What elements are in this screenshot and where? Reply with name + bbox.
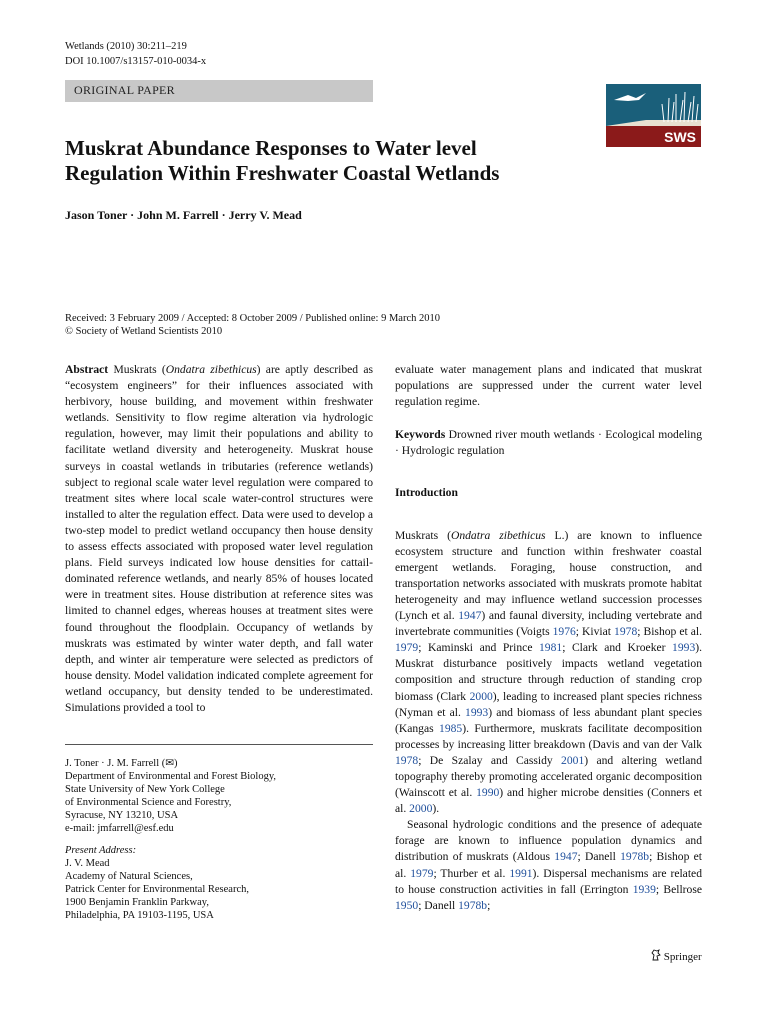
- citation-link[interactable]: 1991: [509, 866, 533, 880]
- abstract-text: ) are aptly described as “ecosystem engineers” for their influences associated with herbivory, house building, and movement within freshwater wetlands. Sensitivity to flow regime alteration via hydrologic regulation, however, may limit their populations and ability to facilitate wetland diversity and heterogeneity. Muskrat house surveys in coastal wetlands in tributaries (reference wetlands) subject to regional scale water level regulation were compared to treatment sites where local scale water-control structures were installed to alter the regulation effect. Data were used to develop a two-step model to predict wetland occupancy then house density to assess effects associated with proposed water level regulation plans. Field surveys indicated low house densities for cattail-dominated reference wetlands, and nearly 85% of houses located were in treatment sites. House distribution at reference sites was limited to channel edges, whereas houses at treatment sites were found throughout the floodplain. Occupancy of wetlands by muskrats was estimated by winter water depth, and fall water depth, and winter air temperature were selected as predictors of house density. Model validation indicated complete agreement for wetland occupancy, but density tended to be underestimated. Simulations provided a tool to: [65, 363, 374, 714]
- citation-link[interactable]: 1979: [395, 641, 419, 655]
- paragraph-text: ) and faunal diversity, including vertebrate and invertebrate communities (Voigts: [395, 609, 702, 639]
- doi-link[interactable]: DOI 10.1007/s13157-010-0034-x: [65, 56, 207, 67]
- affiliation-block: [65, 757, 373, 922]
- copyright-line: © Society of Wetland Scientists 2010: [65, 326, 223, 337]
- affiliation-line: of Environmental Science and Forestry,: [65, 797, 232, 808]
- citation-link[interactable]: 1993: [672, 641, 696, 655]
- affiliation-line: Department of Environmental and Forest Biology,: [65, 771, 277, 782]
- corresponding-authors: J. Toner · J. M. Farrell (✉): [65, 758, 178, 769]
- abstract-section: [65, 362, 373, 716]
- citation-link[interactable]: 1950: [395, 898, 419, 912]
- paragraph-text: ; Bishop et al.: [395, 850, 702, 880]
- citation-link[interactable]: 1939: [632, 882, 656, 896]
- paragraph-text: Muskrats (: [395, 528, 451, 542]
- introduction-paragraph-1: [395, 528, 702, 818]
- paragraph-text: ; Kaminski and Prince: [418, 641, 539, 655]
- sws-logo: [606, 84, 701, 147]
- citation-link[interactable]: 1947: [458, 609, 482, 623]
- citation-link[interactable]: 1947: [554, 850, 578, 864]
- author-list: Jason Toner · John M. Farrell · Jerry V. Mead: [65, 208, 302, 222]
- present-address-line: J. V. Mead: [65, 858, 110, 869]
- keywords-text: Drowned river mouth wetlands · Ecological modeling · Hydrologic regulation: [395, 428, 702, 458]
- paragraph-text: ), leading to increased plant species richness (Nyman et al.: [395, 689, 703, 719]
- right-column: [395, 362, 702, 914]
- paragraph-text: ; Clark and Kroeker: [562, 641, 673, 655]
- present-address-line: 1900 Benjamin Franklin Parkway,: [65, 897, 209, 908]
- present-address-line: Philadelphia, PA 19103-1195, USA: [65, 910, 214, 921]
- paragraph-text: ) and biomass of less abundant plant species (Kangas: [395, 705, 702, 735]
- paragraph-text: ; Bishop et al.: [637, 625, 703, 639]
- species-name: Ondatra zibethicus: [165, 363, 257, 376]
- logo-text: SWS: [664, 129, 696, 145]
- paragraph-text: ).: [432, 802, 440, 816]
- keywords-label: Keywords: [395, 428, 446, 442]
- paper-title: Muskrat Abundance Responses to Water level Regulation Within Freshwater Coastal Wetlands: [65, 136, 500, 185]
- citation-link[interactable]: 2000: [469, 689, 493, 703]
- present-address-line: Academy of Natural Sciences,: [65, 871, 193, 882]
- paragraph-text: ) and higher microbe densities (Conners et al.: [395, 786, 703, 816]
- article-type-label: ORIGINAL PAPER: [74, 83, 175, 97]
- paragraph-text: ; Thurber et al.: [433, 866, 510, 880]
- paragraph-text: ; Kiviat: [575, 625, 615, 639]
- citation-link[interactable]: 1979: [410, 866, 434, 880]
- paragraph-text: ). Furthermore, muskrats facilitate decomposition processes by increasing litter breakdown (Davis and van der Valk: [395, 721, 702, 751]
- abstract-label: Abstract: [65, 363, 109, 376]
- paragraph-text: Seasonal hydrologic conditions and the presence of adequate forage are known to influence population dynamics and distribution of muskrats (Aldous: [395, 818, 702, 864]
- paragraph-text: ; De Szalay and Cassidy: [418, 753, 562, 767]
- paragraph-text: ;: [487, 898, 491, 912]
- citation-link[interactable]: 2000: [409, 802, 433, 816]
- citation-link[interactable]: 1993: [465, 705, 489, 719]
- citation-link[interactable]: 1978b: [458, 898, 488, 912]
- publication-dates: [65, 312, 440, 338]
- affiliation-line: State University of New York College: [65, 784, 225, 795]
- article-type-banner: [65, 80, 373, 102]
- present-address-line: Patrick Center for Environmental Research,: [65, 884, 249, 895]
- abstract-text-start: Muskrats (: [113, 363, 166, 376]
- abstract-continued: evaluate water management plans and indicated that muskrat populations are suppressed under the current water level regulation regime.: [395, 363, 702, 409]
- citation-link[interactable]: 1978b: [620, 850, 650, 864]
- species-name: Ondatra zibethicus: [450, 528, 546, 542]
- present-address-label: Present Address:: [65, 845, 137, 856]
- citation-link[interactable]: 1976: [552, 625, 576, 639]
- citation-link[interactable]: 1978: [614, 625, 638, 639]
- publisher-name: Springer: [663, 951, 702, 963]
- paragraph-text: L.) are known to influence ecosystem structure and function within freshwater coastal emergent wetlands. Foraging, house construction, and transportation networks associated with muskrats promote habitat heterogeneity and may influence wetland succession processes (Lynch et al.: [395, 528, 702, 623]
- introduction-paragraph-2: [395, 817, 702, 914]
- affiliation-line: Syracuse, NY 13210, USA: [65, 810, 179, 821]
- paragraph-text: ) and altering wetland topography thereby promoting accelerated organic decomposition (Wainscott et al.: [395, 753, 702, 800]
- springer-horse-icon: [651, 949, 661, 961]
- paragraph-text: ; Danell: [577, 850, 621, 864]
- introduction-heading: Introduction: [395, 486, 458, 500]
- publisher-logo: [651, 949, 702, 963]
- footnote-divider: [65, 744, 373, 745]
- citation-link[interactable]: 1978: [395, 753, 419, 767]
- citation-link[interactable]: 2001: [561, 753, 585, 767]
- journal-citation: Wetlands (2010) 30:211–219: [65, 41, 187, 52]
- paragraph-text: ). Muskrat disturbance positively impacts wetland vegetation composition and structure through reduction of standing crop biomass (Clark: [395, 641, 702, 703]
- paragraph-text: ). Dispersal mechanisms are related to house construction activities in fall (Errington: [395, 866, 702, 896]
- received-accepted-dates: Received: 3 February 2009 / Accepted: 8 October 2009 / Published online: 9 March 2010: [65, 313, 441, 324]
- citation-link[interactable]: 1990: [476, 786, 500, 800]
- paragraph-text: ; Bellrose: [655, 882, 702, 896]
- citation-link[interactable]: 1985: [439, 721, 463, 735]
- email-link[interactable]: e-mail: jmfarrell@esf.edu: [65, 823, 174, 834]
- paragraph-text: ; Danell: [418, 898, 459, 912]
- citation-link[interactable]: 1981: [539, 641, 563, 655]
